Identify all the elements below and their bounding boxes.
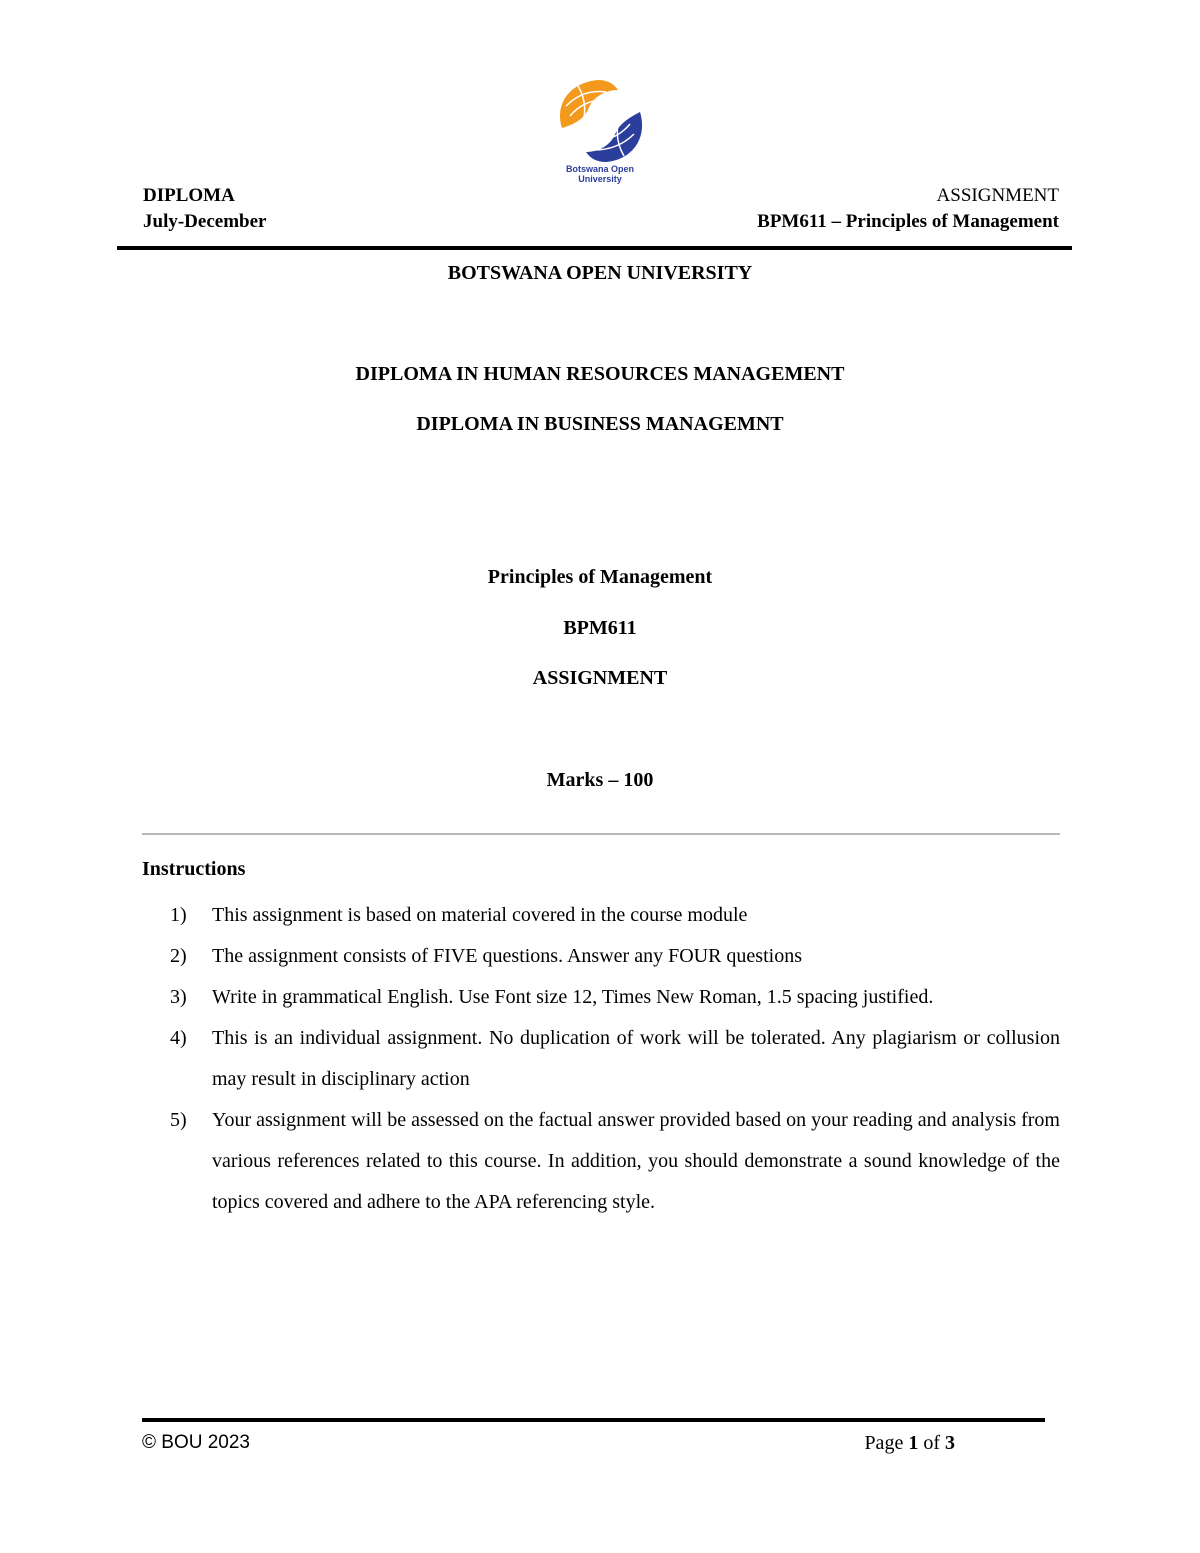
svg-text:University: University (578, 174, 622, 184)
university-name: BOTSWANA OPEN UNIVERSITY (447, 262, 753, 284)
list-item-number: 5) (170, 1109, 187, 1131)
list-item-text: This is an individual assignment. No duplication of work will be tolerated. Any plagiarism or collusion may result in disciplinary action (212, 1027, 1060, 1090)
document-type: ASSIGNMENT (532, 667, 668, 689)
course-code: BPM611 (563, 617, 637, 639)
footer-divider (142, 1418, 1045, 1422)
header-level: DIPLOMA (143, 185, 235, 206)
page-prefix: Page (864, 1432, 904, 1454)
page-number (864, 1432, 955, 1455)
university-logo (548, 72, 652, 184)
list-item-text: The assignment consists of FIVE questions. Answer any FOUR questions (212, 945, 802, 967)
svg-text:Botswana Open: Botswana Open (565, 164, 635, 174)
list-item (142, 1100, 1060, 1223)
marks: Marks – 100 (546, 769, 654, 791)
header-right (757, 183, 1059, 235)
program-title-bm: DIPLOMA IN BUSINESS MANAGEMNT (416, 413, 784, 435)
page-current: 1 (908, 1432, 919, 1454)
header-course: BPM611 – Principles of Management (757, 211, 1059, 232)
header-doc-type: ASSIGNMENT (936, 185, 1059, 206)
page-total: 3 (945, 1432, 955, 1454)
list-item-number: 2) (170, 945, 187, 967)
section-divider (142, 833, 1060, 835)
instructions-list (142, 895, 1060, 1223)
list-item (142, 977, 1060, 1018)
program-title-hr: DIPLOMA IN HUMAN RESOURCES MANAGEMENT (355, 363, 845, 385)
list-item-number: 1) (170, 904, 187, 926)
footer-copyright: © BOU 2023 (142, 1432, 250, 1453)
course-name: Principles of Management (487, 566, 713, 588)
list-item (142, 895, 1060, 936)
list-item-text: Write in grammatical English. Use Font size 12, Times New Roman, 1.5 spacing justified. (212, 986, 934, 1008)
header-semester: July-December (143, 211, 267, 232)
page-of: of (923, 1432, 940, 1454)
header-left (143, 183, 266, 235)
header-divider (117, 246, 1072, 250)
instructions-heading: Instructions (142, 858, 246, 880)
list-item (142, 1018, 1060, 1100)
list-item (142, 936, 1060, 977)
list-item-text: This assignment is based on material covered in the course module (212, 904, 748, 926)
list-item-number: 4) (170, 1027, 187, 1049)
list-item-text: Your assignment will be assessed on the factual answer provided based on your reading and analysis from various references related to this course. In addition, you should demonstrate a sound knowledge of the topics covered and adhere to the APA referencing style. (212, 1109, 1060, 1213)
list-item-number: 3) (170, 986, 187, 1008)
